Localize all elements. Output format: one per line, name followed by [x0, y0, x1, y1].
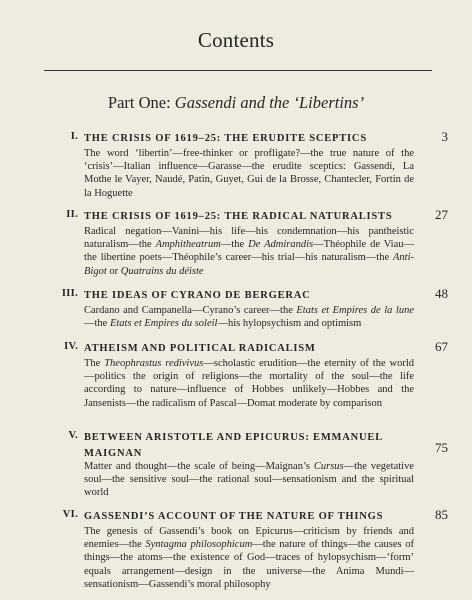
toc-entry-description: Radical negation—Vanini—his life—his condemnation—his pantheistic naturalism—the Amphitheatrum—the De Admirandis—Théophile de Viau—the libertine poets—Théophile’s career—his trial—his naturalism—the Anti-Bigot or Quatrains du déiste	[84, 226, 414, 277]
title-rule	[44, 70, 432, 71]
toc-entry-description: Cardano and Campanella—Cyrano’s career—the Etats et Empires de la lune—the Etats et Empires du soleil—his hylopsychism and optimism	[84, 305, 414, 330]
toc-entry-description: The genesis of Gassendi’s book on Epicurus—criticism by friends and enemies—the Syntagma philosophicum—the nature of things—the causes of things—the atoms—the existence of God—traces of hylopsychism—‘form’ equals arrangement—design in the universe—the Anima Mundi—sensationism—Gassendi’s moral philosophy	[84, 526, 415, 590]
toc-entry-page: 75	[435, 440, 448, 455]
toc-entry-5	[48, 430, 448, 500]
toc-entry-number: VI.	[62, 509, 78, 520]
toc-entry-number: V.	[68, 430, 78, 441]
toc-entry-6	[48, 509, 448, 591]
toc-entry-page: 48	[435, 286, 448, 301]
toc-entry-page: 67	[435, 339, 448, 354]
toc-entry-heading: THE CRISIS OF 1619–25: THE RADICAL NATURALISTS	[84, 211, 393, 222]
toc-entry-number: III.	[61, 288, 78, 299]
toc-entry-page: 85	[435, 507, 448, 522]
toc-entry-description: Matter and thought—the scale of being—Maignan’s Cursus—the vegetative soul—the sensitive soul—the rational soul—sensationism and the spiritual world	[84, 461, 414, 499]
toc-entry-heading: ATHEISM AND POLITICAL RADICALISM	[84, 343, 316, 354]
page-title: Contents	[197, 28, 275, 52]
toc-entry-1	[48, 131, 448, 200]
toc-entry-head	[48, 509, 448, 525]
toc-entry-4	[48, 341, 448, 410]
toc-entry-page: 27	[435, 207, 448, 222]
toc-entry-head	[48, 430, 448, 460]
toc-entry-head	[48, 341, 448, 357]
toc-entry-3	[48, 288, 448, 330]
toc-entry-head	[48, 131, 448, 147]
toc-entry-description: The word ‘libertin’—free-thinker or profligate?—the true nature of the ‘crisis’—Italian influence—Garasse—the erudite sceptics: Gassendi, La Mothe le Vayer, Naudé, Patin, Guyet, Gui de la Brosse, Chantecler, Fortin de la Hoguette	[84, 148, 414, 199]
part-heading	[0, 93, 472, 113]
part-subtitle: Gassendi and the ‘Libertins’	[174, 93, 365, 112]
toc-entry-heading: BETWEEN ARISTOTLE AND EPICURUS: EMMANUEL MAIGNAN	[84, 432, 383, 459]
toc-entry-heading: THE IDEAS OF CYRANO DE BERGERAC	[84, 290, 311, 301]
toc-entry-2	[48, 209, 448, 278]
toc-entry-description: The Theophrastus redivivus—scholastic erudition—the eternity of the world—politics the origin of religions—the mortality of the soul—the life according to nature—influence of Hobbes unlikely—Hobbes and the Jansenists—the radicalism of Pascal—Domat moderate by comparison	[84, 358, 414, 409]
toc-entry-heading: GASSENDI’S ACCOUNT OF THE NATURE OF THINGS	[84, 511, 384, 522]
toc-entry-heading: THE CRISIS OF 1619–25: THE ERUDITE SCEPTICS	[84, 133, 367, 144]
toc-entry-page: 3	[441, 129, 448, 144]
part-label: Part One:	[107, 93, 171, 112]
toc-entry-number: IV.	[64, 341, 78, 352]
toc-entry-number: I.	[70, 131, 78, 142]
toc-entry-head	[48, 209, 448, 225]
toc-entry-head	[48, 288, 448, 304]
toc-entry-number: II.	[66, 209, 78, 220]
